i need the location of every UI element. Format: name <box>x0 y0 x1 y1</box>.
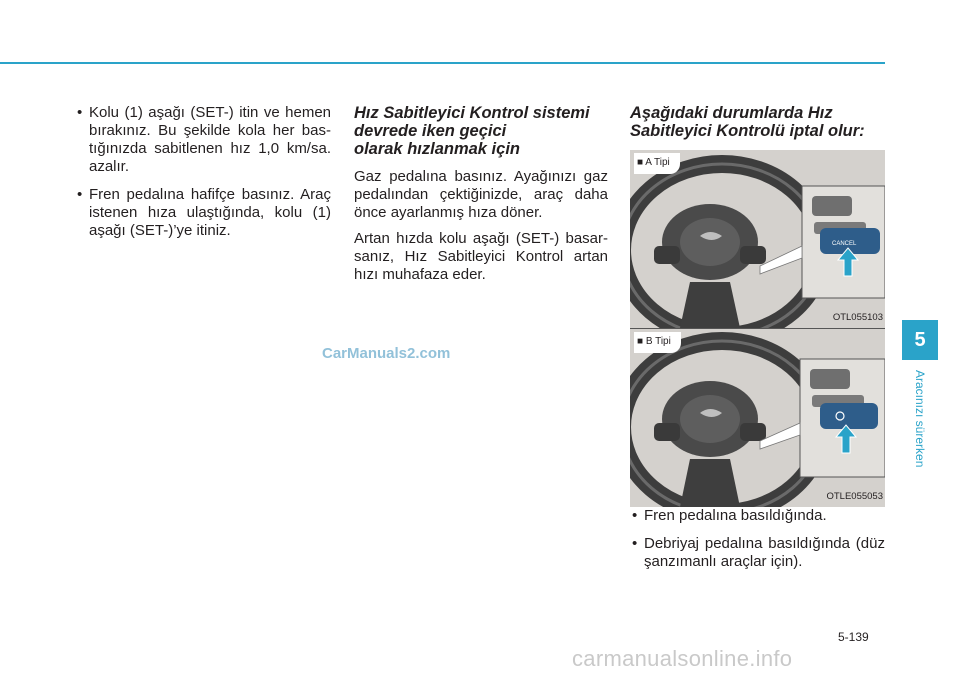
left-column <box>75 104 331 250</box>
list-item: • Fren pedalına hafifçe basınız. Araç istenen hıza ulaştığında, kolu (1) aşağı (SET-)’ye itiniz. <box>75 186 331 240</box>
figure-code: OTL055103 <box>832 312 883 323</box>
header-rule <box>0 62 885 64</box>
chapter-title: Aracınızı sürerken <box>913 370 927 468</box>
cancel-label: CANCEL <box>832 241 857 247</box>
page-number: 5-139 <box>838 630 869 644</box>
section-heading-temporary-acceleration: Hız Sabitleyici Kontrol sistemi devrede iken geçici olarak hızlanmak için <box>354 104 590 158</box>
section-heading-cancel-conditions: Aşağıdaki durumlarda Hız Sabitleyici Kontrolü iptal olur: <box>630 104 865 140</box>
right-column <box>630 104 885 581</box>
figure-type-a <box>630 150 885 328</box>
right-bullet-list <box>630 507 885 571</box>
watermark-text[interactable]: CarManuals2.com <box>322 345 451 362</box>
figure-label: ■ B Tipi <box>634 332 681 353</box>
figure-label: ■ A Tipi <box>634 153 680 174</box>
list-item: • Fren pedalına basıldığında. <box>630 507 885 525</box>
steering-wheel-illustration <box>630 150 885 328</box>
steering-wheel-illustration <box>630 329 885 507</box>
footer-watermark[interactable]: carmanualsonline.info <box>572 646 793 671</box>
figure-code: OTLE055053 <box>826 491 883 502</box>
middle-column <box>354 104 608 292</box>
paragraph: Artan hızda kolu aşağı (SET-) basar-sanız, Hız Sabitleyici Kontrol artan hızı muhafaza eder. <box>354 230 608 283</box>
list-item: • Kolu (1) aşağı (SET-) itin ve hemen bırakınız. Bu şekilde kola her bas-tığınızda sabitlenen hız 1,0 km/sa. azalır. <box>75 104 331 176</box>
list-item: • Debriyaj pedalına basıldığında (düz şanzımanlı araçlar için). <box>630 535 885 571</box>
figure-type-b <box>630 329 885 507</box>
left-bullet-list <box>75 104 331 240</box>
paragraph: Gaz pedalına basınız. Ayağınızı gaz pedalından çektiğinizde, araç daha önce ayarlanmış hıza döner. <box>354 168 608 221</box>
chapter-number-tab: 5 <box>902 320 938 360</box>
